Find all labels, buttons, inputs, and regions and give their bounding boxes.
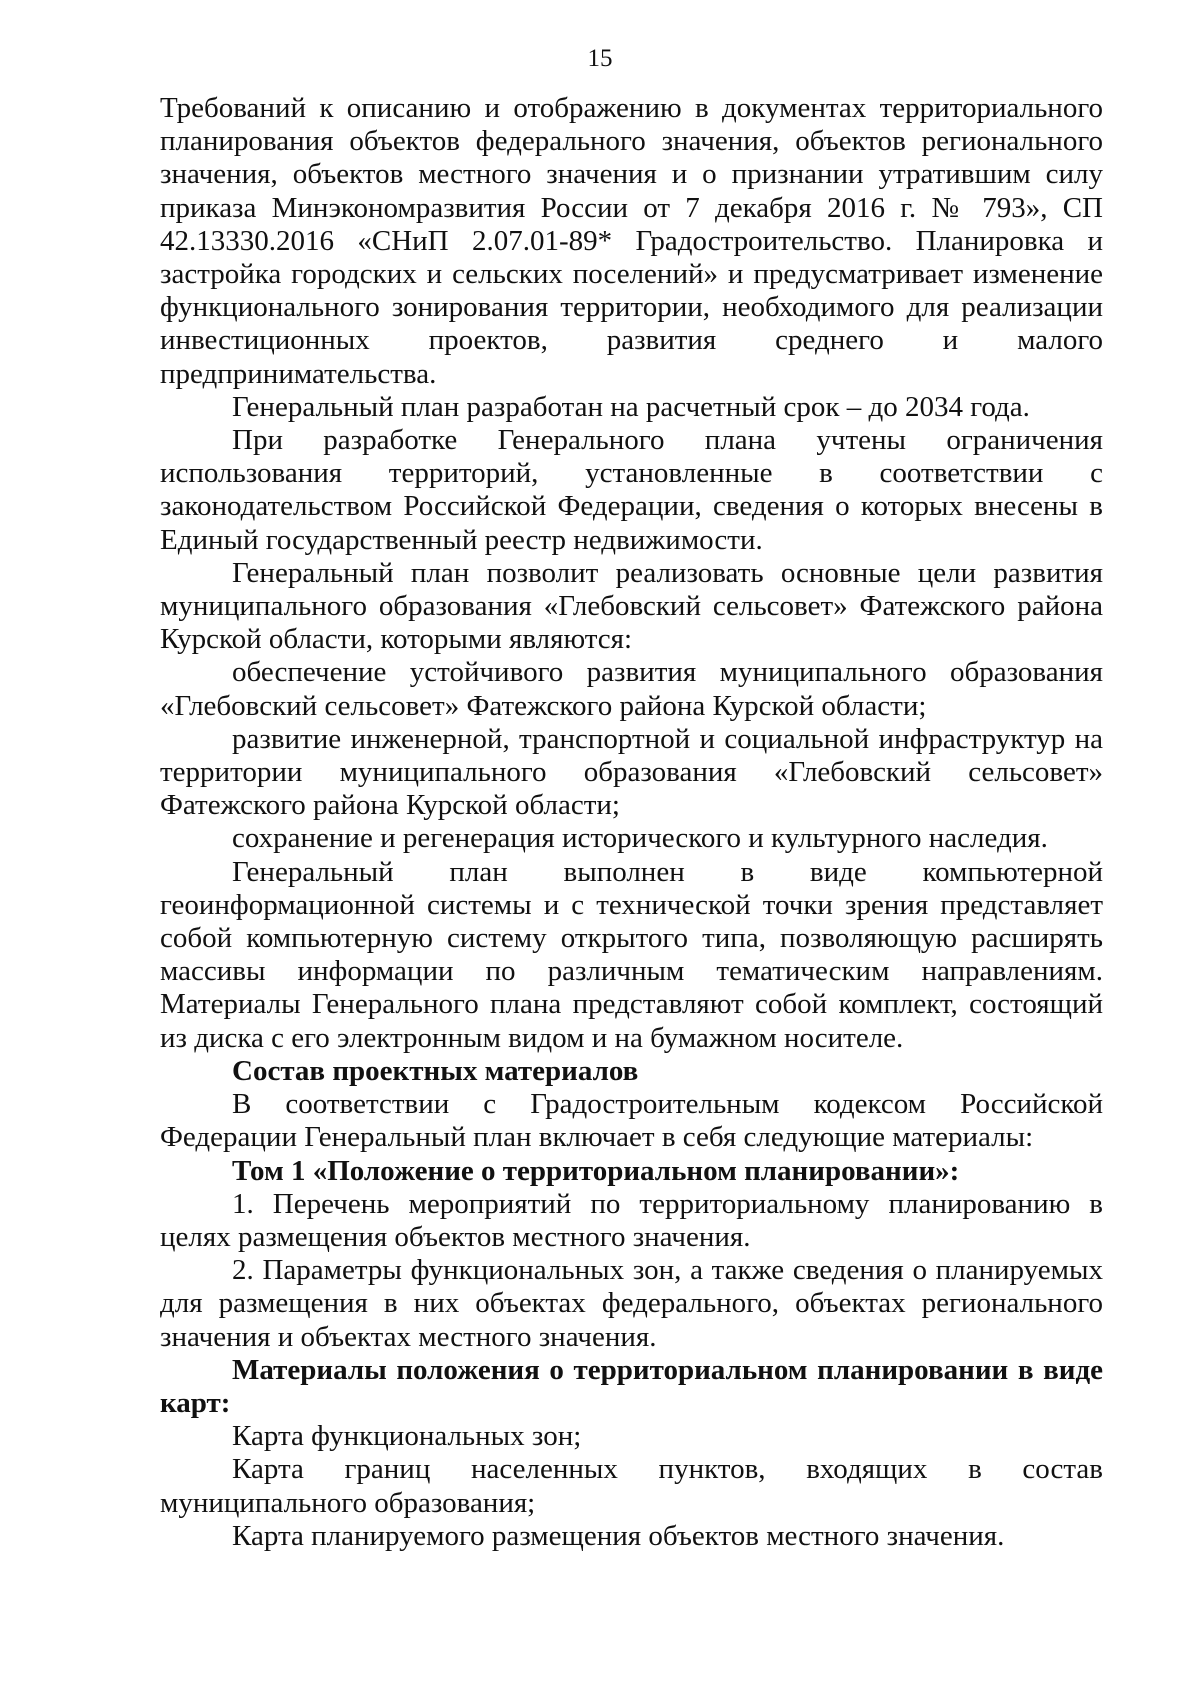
document-body [160,92,1103,1553]
paragraph-gis-system: Генеральный план выполнен в виде компьютерной геоинформационной системы и с технической точки зрения представляет собой компьютерную систему открытого типа, позволяющую расширять массивы информации по различным тематическим направлениям. Материалы Генерального плана представляют собой комплект, состоящий из диска с его электронным видом и на бумажном носителе. [160,855,1103,1054]
goal-infrastructure: развитие инженерной, транспортной и социальной инфраструктур на территории муниципального образования «Глебовский сельсовет» Фатежского района Курской области; [160,722,1103,822]
paragraph-requirements-continuation: Требований к описанию и отображению в документах территориального планирования объектов федерального значения, объектов регионального значения, объектов местного значения и о признании утратившим силу приказа Минэкономразвития России от 7 декабря 2016 г. № 793», СП 42.13330.2016 «СНиП 2.07.01-89* Градостроительство. Планировка и застройка городских и сельских поселений» и предусматривает изменение функционального зонирования территории, необходимого для реализации инвестиционных проектов, развития среднего и малого предпринимательства. [160,92,1103,390]
map-settlement-boundaries: Карта границ населенных пунктов, входящих в состав муниципального образования; [160,1453,1103,1519]
heading-volume-1: Том 1 «Положение о территориальном планировании»: [232,1154,960,1187]
paragraph-code-compliance: В соответствии с Градостроительным кодексом Российской Федерации Генеральный план включает в себя следующие материалы: [160,1088,1103,1154]
paragraph-goals-intro: Генеральный план позволит реализовать основные цели развития муниципального образования «Глебовский сельсовет» Фатежского района Курской области, которыми являются: [160,556,1103,656]
list-item-1: 1. Перечень мероприятий по территориальному планированию в целях размещения объектов местного значения. [160,1187,1103,1253]
list-item-2: 2. Параметры функциональных зон, а также сведения о планируемых для размещения в них объектах федерального, объектах регионального значения и объектах местного значения. [160,1254,1103,1353]
map-local-objects: Карта планируемого размещения объектов местного значения. [232,1519,1005,1552]
paragraph-restrictions: При разработке Генерального плана учтены ограничения использования территорий, установленные в соответствии с законодательством Российской Федерации, сведения о которых внесены в Единый государственный реестр недвижимости. [160,424,1103,556]
goal-heritage: сохранение и регенерация исторического и культурного наследия. [232,822,1048,855]
heading-project-materials: Состав проектных материалов [232,1054,639,1087]
page-number: 15 [587,45,613,72]
goal-sustainable-development: обеспечение устойчивого развития муниципального образования «Глебовский сельсовет» Фатежского района Курской области; [160,656,1103,722]
paragraph-planning-period: Генеральный план разработан на расчетный срок – до 2034 года. [232,390,1030,423]
map-functional-zones: Карта функциональных зон; [232,1420,582,1453]
heading-map-materials: Материалы положения о территориальном планировании в виде карт: [160,1353,1103,1419]
